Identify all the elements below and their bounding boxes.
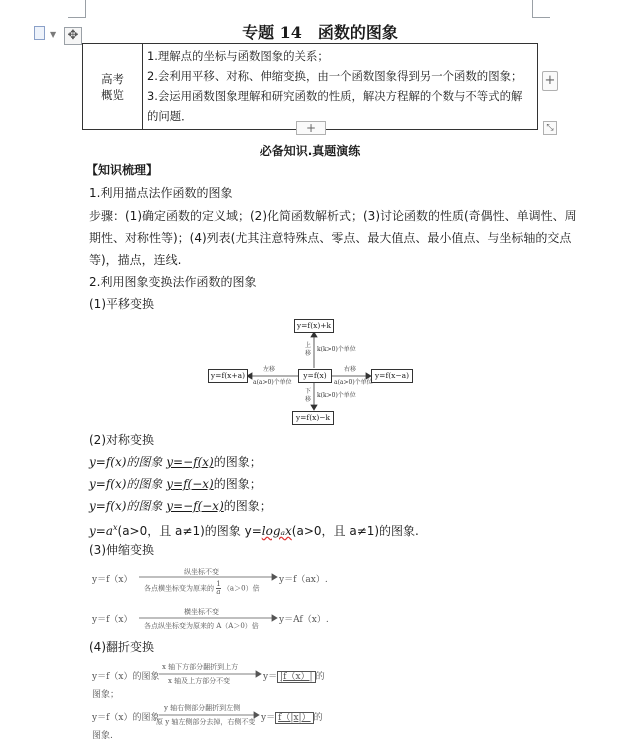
- overview-item: 3.会运用函数图象理解和研究函数的性质，解决方程解的个数与不等式的解的问题．: [147, 89, 523, 123]
- stretch-row1-bottom-b: （a＞0）倍: [222, 584, 260, 593]
- section-subtitle: 必备知识.真题演练: [259, 144, 361, 158]
- symmetry-target: y=−f(−x): [166, 499, 224, 513]
- overview-label-cell: [83, 44, 143, 130]
- exp-function: y=a: [89, 524, 113, 538]
- flip-row2-result: f（|x|）: [275, 712, 313, 724]
- stretch-row1-top: 纵坐标不变: [184, 568, 219, 576]
- p1-body-line2: 期性、对称性等)；(4)列表(尤其注意特殊点、零点、最大值点、最小值点、与坐标轴的交点: [89, 231, 572, 245]
- stretch-row2-top: 横坐标不变: [184, 608, 219, 616]
- stretch-row1-bottom: [144, 581, 260, 596]
- stretch-row1-right: y＝f（ax）.: [279, 575, 328, 585]
- flip-row2-bottom: 原 y 轴左侧部分去掉，右侧不变: [156, 718, 256, 726]
- shift-right-box: y=f(x−a): [371, 369, 413, 383]
- flip-row1-bottom: x 轴及上方部分不变: [168, 677, 231, 685]
- stretch-row2-bottom: 各点纵坐标变为原来的 A（A＞0）倍: [144, 622, 259, 630]
- shift-right-amount: a(a>0)个单位: [334, 379, 373, 386]
- stretch-heading: (3)伸缩变换: [89, 543, 154, 557]
- shift-heading: (1)平移变换: [89, 297, 154, 311]
- symmetry-target: y=−f(x): [166, 455, 214, 469]
- flip-row2-right-b: 的: [313, 713, 323, 723]
- section-heading: 【知识梳理】: [86, 163, 159, 177]
- symmetry-target: y=f(−x): [166, 477, 214, 491]
- overview-table: [82, 43, 538, 130]
- p1-body-line3: 等)，描点，连线.: [89, 253, 182, 267]
- flip-row1-result: |f（x）|: [277, 671, 315, 683]
- p2-heading: 2.利用图象变换法作函数的图象: [89, 275, 257, 289]
- stretch-frac-den: a: [216, 588, 221, 596]
- stretch-row2-left: y＝f（x）: [92, 615, 133, 625]
- flip-row1-right-b: 的: [315, 672, 325, 682]
- page-title: 专题 14 函数的图象: [242, 23, 398, 42]
- p1-body-line1: 步骤：(1)确定函数的定义域；(2)化简函数解析式；(3)讨论函数的性质(奇偶性、单调性、周: [89, 209, 577, 223]
- overview-items-cell: [143, 44, 538, 130]
- stretch-row2-right: y＝Af（x）.: [279, 615, 329, 625]
- overview-label-line1: 高考: [101, 71, 124, 86]
- add-column-button[interactable]: +: [542, 71, 558, 91]
- shift-up-word: 上移: [305, 342, 312, 357]
- flip-row2-left: y＝f（x）的图象: [92, 713, 160, 723]
- flip-row1-left: y＝f（x）的图象: [92, 672, 160, 682]
- symmetry-line-3: [89, 495, 272, 517]
- flip-row1-top: x 轴下方部分翻折到上方: [162, 663, 239, 671]
- caret-down-icon[interactable]: ▼: [50, 30, 57, 39]
- flip-row1-right: [263, 669, 325, 682]
- stretch-row1-bottom-a: 各点横坐标变为原来的: [144, 584, 214, 593]
- shift-top-box: y=f(x)+k: [294, 319, 334, 333]
- symmetry-suffix: 的图象；: [213, 455, 262, 469]
- log-function: logₐx: [261, 524, 292, 538]
- overview-label-line2: 概览: [101, 87, 124, 102]
- shift-down-word: 下移: [305, 388, 312, 403]
- stretch-row1-left: y＝f（x）: [92, 575, 133, 585]
- page-corner-top-left: [68, 0, 86, 18]
- shift-left-word: 左移: [263, 366, 276, 373]
- shift-center-box: y=f(x): [298, 369, 332, 383]
- page-corner-top-right: [532, 0, 550, 18]
- shift-left-box: y=f(x+a): [208, 369, 248, 383]
- symmetry-source: y=f(x)的图象: [89, 477, 167, 491]
- symmetry-source: y=f(x)的图象: [89, 499, 167, 513]
- overview-item: 2.会利用平移、对称、伸缩变换，由一个函数图象得到另一个函数的图象；: [147, 69, 523, 83]
- shift-up-amount: k(k>0)个单位: [317, 346, 356, 353]
- shift-down-amount: k(k>0)个单位: [317, 392, 356, 399]
- exp-exponent: x: [113, 523, 118, 532]
- p1-heading: 1.利用描点法作函数的图象: [89, 186, 233, 200]
- table-move-handle-icon[interactable]: ✥: [64, 27, 82, 45]
- symmetry-source: y=f(x)的图象: [89, 455, 167, 469]
- flip-row1-tail: 图象；: [92, 690, 120, 700]
- exp-condition: (a>0，且 a≠1)的图象 y=: [117, 524, 262, 538]
- flip-heading: (4)翻折变换: [89, 640, 154, 654]
- add-row-button[interactable]: +: [296, 121, 326, 135]
- stretch-frac-num: 1: [216, 580, 221, 588]
- symmetry-line-1: [89, 451, 262, 473]
- shift-left-amount: a(a>0)个单位: [253, 379, 292, 386]
- flip-row2-tail: 图象.: [92, 731, 113, 741]
- symmetry-suffix: 的图象；: [213, 477, 262, 491]
- symmetry-suffix: 的图象；: [223, 499, 272, 513]
- overview-item: 1.理解点的坐标与函数图象的关系；: [147, 49, 329, 63]
- table-resize-handle[interactable]: ⤡: [543, 121, 557, 135]
- stretch-fraction: [216, 581, 220, 596]
- symmetry-line-2: [89, 473, 262, 495]
- symmetry-heading: (2)对称变换: [89, 433, 154, 447]
- flip-row1-right-a: y＝: [263, 672, 278, 682]
- shift-bottom-box: y=f(x)−k: [292, 411, 334, 425]
- flip-row2-right-a: y＝: [261, 713, 276, 723]
- flip-row2-top: y 轴右侧部分翻折到左侧: [164, 704, 241, 712]
- log-condition: (a>0，且 a≠1)的图象.: [291, 524, 419, 538]
- shift-right-word: 右移: [344, 366, 357, 373]
- flip-row2-right: [261, 710, 323, 723]
